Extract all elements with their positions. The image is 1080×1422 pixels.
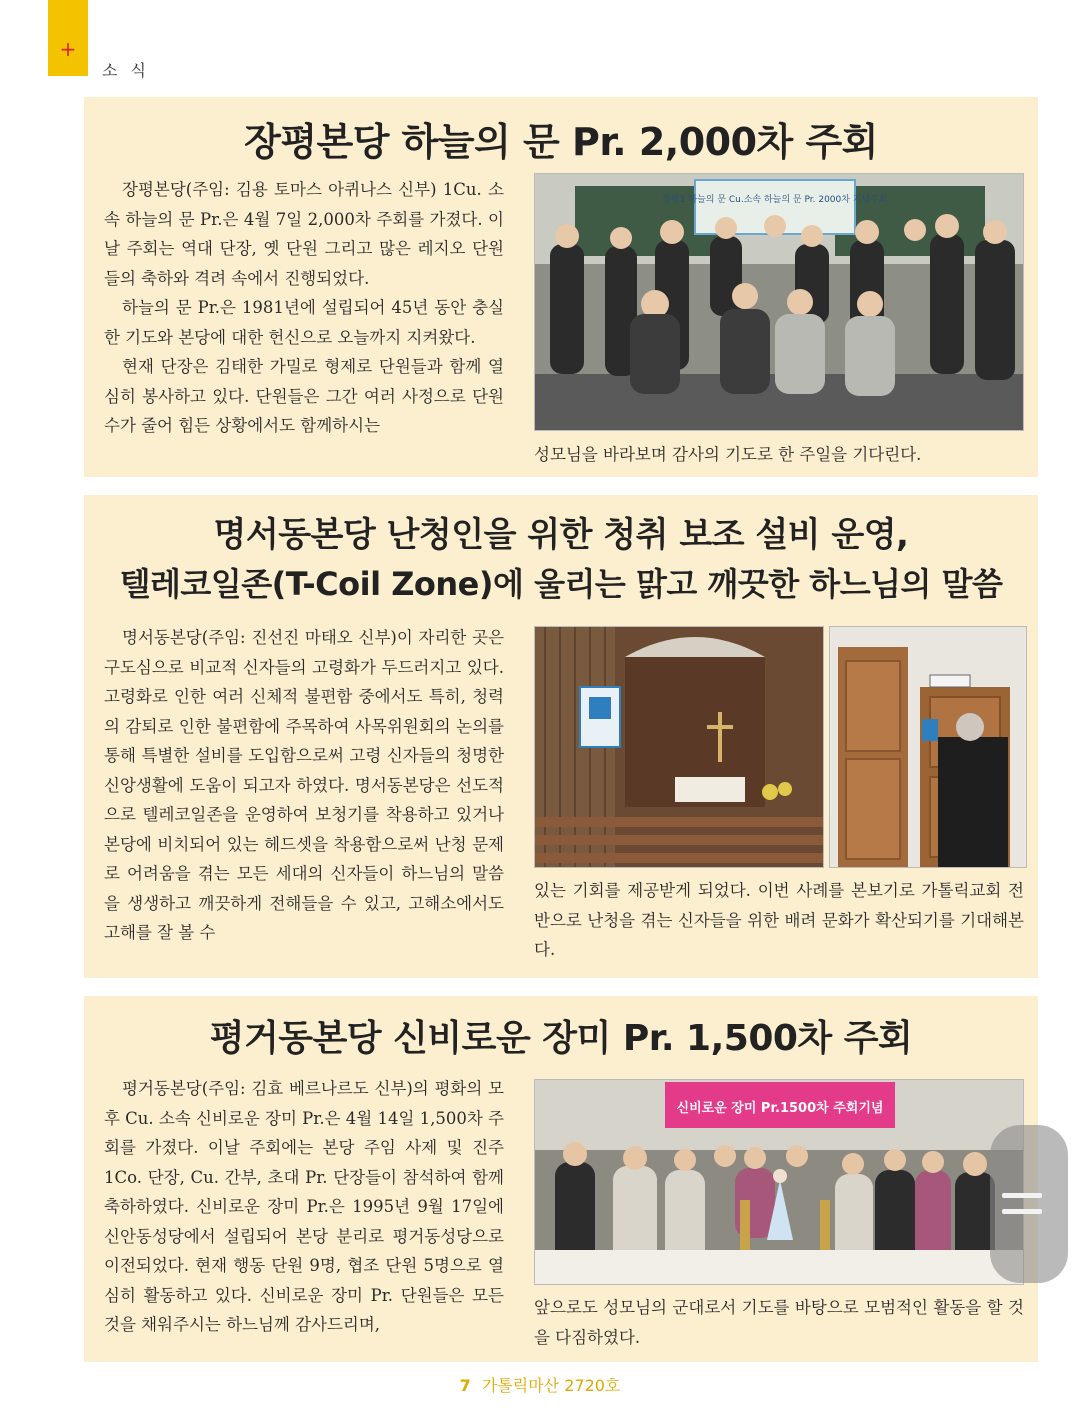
page-footer — [0, 1373, 1080, 1396]
article-title-line-1: 명서동본당 난청인을 위한 청취 보조 설비 운영, — [213, 515, 909, 555]
article-title: 장평본당 하늘의 문 Pr. 2,000차 주회 — [244, 120, 878, 164]
scroll-handle[interactable] — [990, 1125, 1068, 1283]
chapel-photo — [534, 626, 824, 868]
paragraph: 명서동본당(주임: 진선진 마태오 신부)이 자리한 곳은 구도심으로 비교적 신자들의 고령화가 두드러지고 있다. 고령화로 인한 여러 신체적 불편함 중에서도 특히, 청력의 감퇴로 인한 불편함에 주목하여 사목위원회의 논의를 통해 특별한 설비를 도입함으로써 고령 신자들의 청명한 신앙생활에 도움이 되고자 하였다. 명서동본당은 선도적으로 텔레코일존을 운영하여 보청기를 착용하고 있거나 본당에 비치되어 있는 헤드셋을 착용함으로써 난청 문제로 어려움을 겪는 모든 세대의 신자들이 하느님의 말씀을 생생하고 깨끗하게 전해들을 수 있고, 고해소에서도 고해를 잘 볼 수 — [104, 628, 504, 942]
handle-line-icon — [1002, 1209, 1042, 1214]
paragraph: 현재 단장은 김태한 가밀로 형제로 단원들과 함께 열심히 봉사하고 있다. 단원들은 그간 여러 사정으로 단원 수가 줄어 힘든 상황에서도 함께하시는 — [104, 357, 504, 435]
article-continuation: 성모님을 바라보며 감사의 기도로 한 주일을 기다린다. — [534, 445, 922, 464]
article-continuation: 있는 기회를 제공받게 되었다. 이번 사례를 본보기로 가톨릭교회 전반으로 난청을 겪는 신자들을 위한 배려 문화가 확산되기를 기대해본다. — [534, 881, 1024, 959]
article-panel-2 — [84, 495, 1038, 978]
article-body — [104, 1074, 504, 1340]
photo-banner-text: 장평1 하늘의 문 Cu.소속 하늘의 문 Pr. 2000차 기념주회 — [662, 195, 888, 205]
section-label: 소 식 — [102, 61, 150, 80]
plus-icon: + — [59, 37, 77, 61]
article-panel-3 — [84, 996, 1038, 1362]
group-photo — [534, 173, 1024, 431]
confessional-photo — [829, 626, 1027, 868]
paragraph: 장평본당(주임: 김용 토마스 아퀴나스 신부) 1Cu. 소속 하늘의 문 Pr.은 4월 7일 2,000차 주회를 가졌다. 이날 주회는 역대 단장, 옛 단원 그리고 많은 레지오 단원들의 축하와 격려 속에서 진행되었다. — [104, 180, 504, 288]
article-panel-1 — [84, 97, 1038, 477]
page-number: 7 — [459, 1376, 471, 1395]
paragraph: 평거동본당(주임: 김효 베르나르도 신부)의 평화의 모후 Cu. 소속 신비로운 장미 Pr.은 4월 14일 1,500차 주회를 가졌다. 이날 주회에는 본당 주임 사제 및 진주 1Co. 단장, Cu. 간부, 초대 Pr. 단장들이 참석하여 함께 축하하였다. 신비로운 장미 Pr.은 1995년 9월 17일에 신안동성당에서 설립되어 본당 분리로 평거동성당으로 이전되었다. 현재 행동 단원 9명, 협조 단원 5명으로 열심히 활동하고 있다. 신비로운 장미 Pr. 단원들은 모든 것을 채워주시는 하느님께 감사드리며, — [104, 1079, 504, 1334]
article-body — [104, 175, 504, 441]
section-tab — [48, 0, 88, 76]
article-title-line-2: 텔레코일존(T-Coil Zone)에 울리는 맑고 깨끗한 하느님의 말씀 — [119, 565, 1003, 603]
article-body — [104, 623, 504, 948]
handle-line-icon — [1002, 1193, 1042, 1198]
group-photo — [534, 1079, 1024, 1285]
publication-name: 가톨릭마산 2720호 — [481, 1376, 621, 1395]
article-continuation: 앞으로도 성모님의 군대로서 기도를 바탕으로 모범적인 활동을 할 것을 다짐하였다. — [534, 1298, 1024, 1347]
photo-banner-text: 신비로운 장미 Pr.1500차 주회기념 — [676, 1101, 884, 1116]
paragraph: 하늘의 문 Pr.은 1981년에 설립되어 45년 동안 충실한 기도와 본당에 대한 헌신으로 오늘까지 지켜왔다. — [104, 298, 504, 347]
article-title: 평거동본당 신비로운 장미 Pr. 1,500차 주회 — [209, 1018, 913, 1059]
